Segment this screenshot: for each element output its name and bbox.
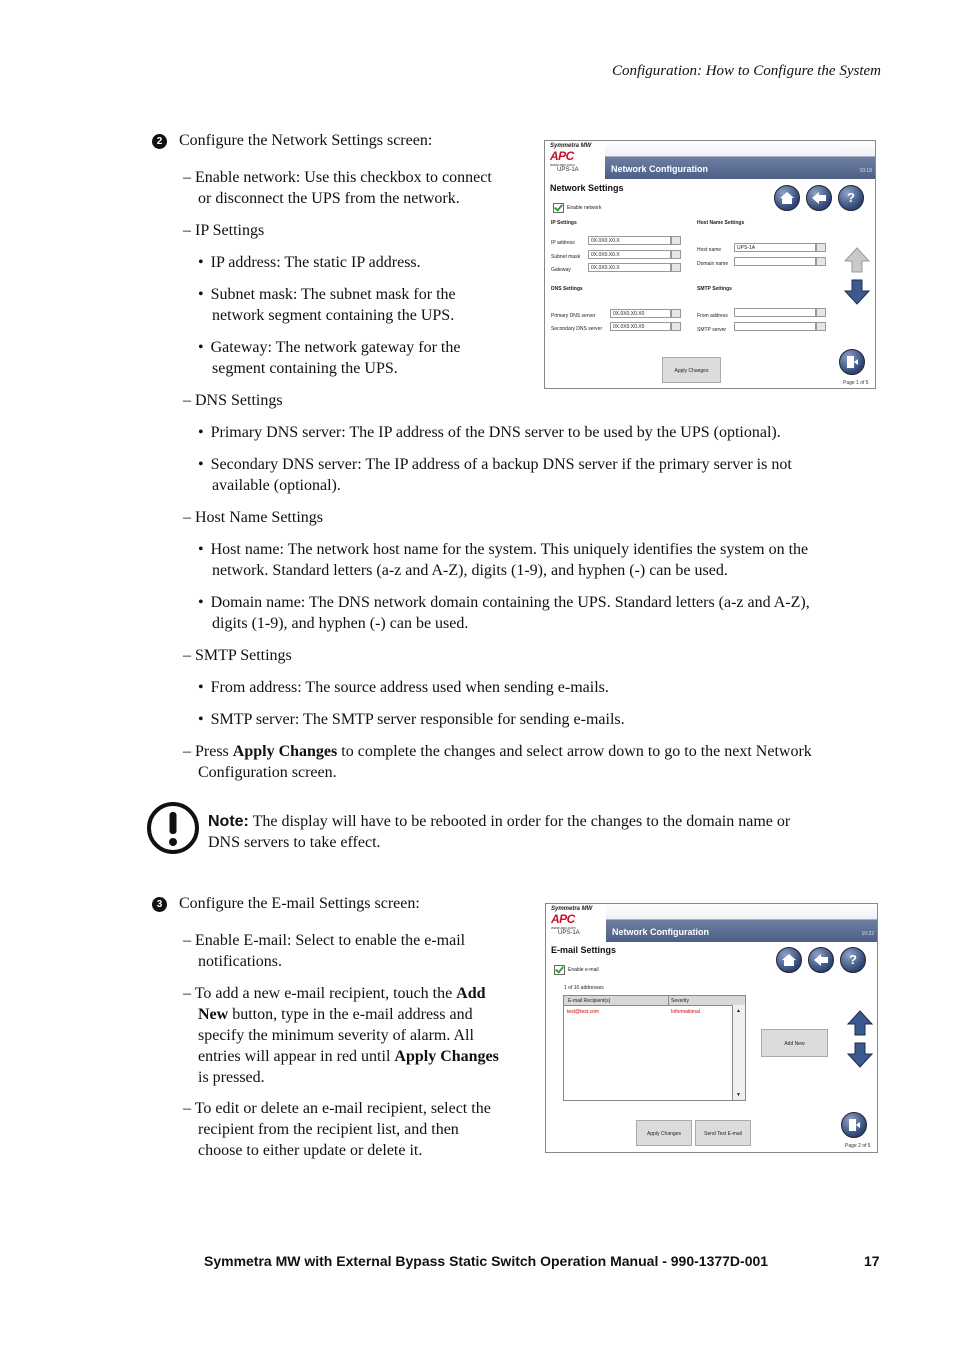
step-2-intro: Configure the Network Settings screen: [179,132,433,149]
exit-door-icon [845,355,859,369]
back-arrow-icon [813,953,829,967]
smtp-server-label: SMTP server [697,327,727,333]
email-settings-screenshot [545,903,878,1153]
network-settings-screenshot [544,140,876,389]
note-text: Note: The display will have to be rebooted in order for the changes to the domain name or DNS servers to take effect. [208,813,791,851]
list-item: – IP Settings [183,222,265,239]
smtp-server-field[interactable] [734,322,816,331]
list-item: – Press Apply Changes to complete the changes and select arrow down to go to the next Network Configuration screen. [183,743,812,781]
apc-logo: APC [551,912,575,926]
ip-address-field[interactable]: 0X.0X0.X0.X [588,236,671,245]
exit-button[interactable] [841,1112,867,1138]
list-item: – Enable network: Use this checkbox to connect or disconnect the UPS from the network. [183,169,492,207]
secondary-dns-label: Secondary DNS server [551,326,603,332]
help-button[interactable] [838,185,864,211]
step-number-badge: 3 [152,897,167,912]
home-icon [781,953,797,967]
screen-header [545,141,875,179]
column-header-recipient: E-mail Recipient(s) [568,998,611,1004]
brand-name: Symmetra MW [551,906,593,912]
help-button[interactable] [840,947,866,973]
list-item: – Enable E-mail: Select to enable the e-mail notifications. [183,932,466,970]
smtp-settings-heading: SMTP Settings [697,286,732,292]
enable-email-checkbox[interactable] [554,965,565,975]
list-item: – To add a new e-mail recipient, touch the Add New button, type in the e-mail address and specify the minimum severity of alarm. All entries will appear in red until Apply Changes is pressed. [183,985,499,1086]
ip-address-label: IP address [551,240,575,246]
subnet-mask-label: Subnet mask [551,254,581,260]
list-item: • Host name: The network host name for the system. This uniquely identifies the system on the network. Standard letters (a-z and A-Z), digits (1-9), and hyphen (-) can be used. [198,541,809,579]
back-arrow-icon [811,191,827,205]
gateway-label: Gateway [551,267,571,273]
home-button[interactable] [774,185,800,211]
list-item: – To edit or delete an e-mail recipient, select the recipient from the recipient list, and then choose to either update or delete it. [183,1100,491,1159]
scroll-up-icon[interactable]: ▲ [736,1008,741,1014]
host-name-edit-button[interactable] [816,243,826,252]
add-new-button[interactable]: Add New [761,1029,828,1057]
clock: 10:22 [861,931,874,937]
secondary-dns-field[interactable]: 0X.0X0.X0.X0 [610,322,671,331]
status-text: Normal [844,143,867,150]
list-item: • SMTP server: The SMTP server responsible for sending e-mails. [198,711,625,728]
domain-name-edit-button[interactable] [816,257,826,266]
brand-name: Symmetra MW [550,143,592,149]
ip-address-edit-button[interactable] [671,236,681,245]
enable-email-label: Enable e-mail [568,967,599,973]
subnet-mask-edit-button[interactable] [671,250,681,259]
back-button[interactable] [808,947,834,973]
enable-network-checkbox[interactable] [553,203,564,213]
help-icon: ? [849,952,857,967]
column-header-severity: Severity [671,998,690,1004]
scroll-down-icon[interactable]: ▼ [736,1092,741,1098]
step-2-heading [152,130,432,151]
list-item: • Gateway: The network gateway for the segment containing the UPS. [198,339,461,377]
screen-title: Network Configuration [611,164,708,174]
note-exclamation-icon [146,801,200,855]
list-item: – DNS Settings [183,392,283,409]
list-item: – Host Name Settings [183,509,323,526]
address-count: 1 of 10 addresses [564,985,604,991]
screen-title: Network Configuration [612,927,709,937]
recipient-list[interactable] [563,995,746,1101]
step-3-heading [152,893,420,914]
secondary-dns-edit-button[interactable] [671,322,681,331]
page-indicator: Page 2 of 5 [845,1143,871,1149]
list-item: • Subnet mask: The subnet mask for the network segment containing the UPS. [198,286,456,324]
from-address-edit-button[interactable] [816,308,826,317]
brand-url: www.apc.com [550,162,575,167]
section-title: Network Settings [550,183,624,193]
primary-dns-edit-button[interactable] [671,309,681,318]
arrow-up-icon[interactable] [842,245,872,275]
primary-dns-field[interactable]: 0X.0X0.X0.X0 [610,309,671,318]
help-icon: ? [847,190,855,205]
home-button[interactable] [776,947,802,973]
apc-logo: APC [550,149,574,163]
page-number: 17 [864,1253,880,1269]
host-name-field[interactable]: UPS-1A [734,243,816,252]
ip-settings-heading: IP Settings [551,220,577,226]
list-item: – SMTP Settings [183,647,292,664]
recipient-email-cell[interactable]: test@test.com [567,1009,600,1015]
clock: 10:18 [859,168,872,174]
gateway-edit-button[interactable] [671,263,681,272]
footer-title: Symmetra MW with External Bypass Static Switch Operation Manual - 990-1377D-001 [204,1253,769,1269]
running-header: Configuration: How to Configure the System [611,63,881,79]
ups-id: UPS-1A [558,930,580,936]
exit-door-icon [847,1118,861,1132]
arrow-down-icon[interactable] [845,1040,875,1070]
domain-name-field[interactable] [734,257,816,266]
back-button[interactable] [806,185,832,211]
arrow-up-icon[interactable] [845,1008,875,1038]
page-indicator: Page 1 of 5 [843,380,869,386]
primary-dns-label: Primary DNS server [551,313,596,319]
from-address-label: From address [697,313,728,319]
host-settings-heading: Host Name Settings [697,220,745,226]
subnet-mask-field[interactable]: 0X.0X0.X0.X [588,250,671,259]
list-item: • IP address: The static IP address. [198,254,421,271]
screen-header [546,904,877,942]
enable-network-label: Enable network [567,205,602,211]
step-number-badge: 2 [152,134,167,149]
list-item: • From address: The source address used when sending e-mails. [198,679,609,696]
recipient-severity-cell[interactable]: Informational [671,1009,700,1015]
note-label: Note: [208,813,249,830]
step-3-intro: Configure the E-mail Settings screen: [179,895,420,912]
send-test-email-button[interactable]: Send Test E-mail [695,1120,751,1146]
list-item: • Primary DNS server: The IP address of the DNS server to be used by the UPS (optional). [198,424,781,441]
arrow-down-icon[interactable] [842,277,872,307]
smtp-server-edit-button[interactable] [816,322,826,331]
list-item: • Secondary DNS server: The IP address of a backup DNS server if the primary server is not available (optional). [198,456,792,494]
ups-id: UPS-1A [557,167,579,173]
apply-changes-button[interactable]: Apply Changes [662,357,721,383]
recipient-list-scrollbar[interactable] [732,1005,745,1100]
from-address-field[interactable] [734,308,816,317]
section-title: E-mail Settings [551,945,617,955]
status-text: Normal [846,906,869,913]
domain-name-label: Domain name [697,261,729,267]
host-name-label: Host name [697,247,722,253]
brand-url: www.apc.com [551,925,576,930]
list-item: • Domain name: The DNS network domain containing the UPS. Standard letters (a-z and A-Z), digits (1-9), and hyphen (-) can be used. [198,594,810,632]
gateway-field[interactable]: 0X.0X0.X0.X [588,263,671,272]
apply-changes-button[interactable]: Apply Changes [636,1120,692,1146]
home-icon [779,191,795,205]
dns-settings-heading: DNS Settings [551,286,583,292]
exit-button[interactable] [839,349,865,375]
